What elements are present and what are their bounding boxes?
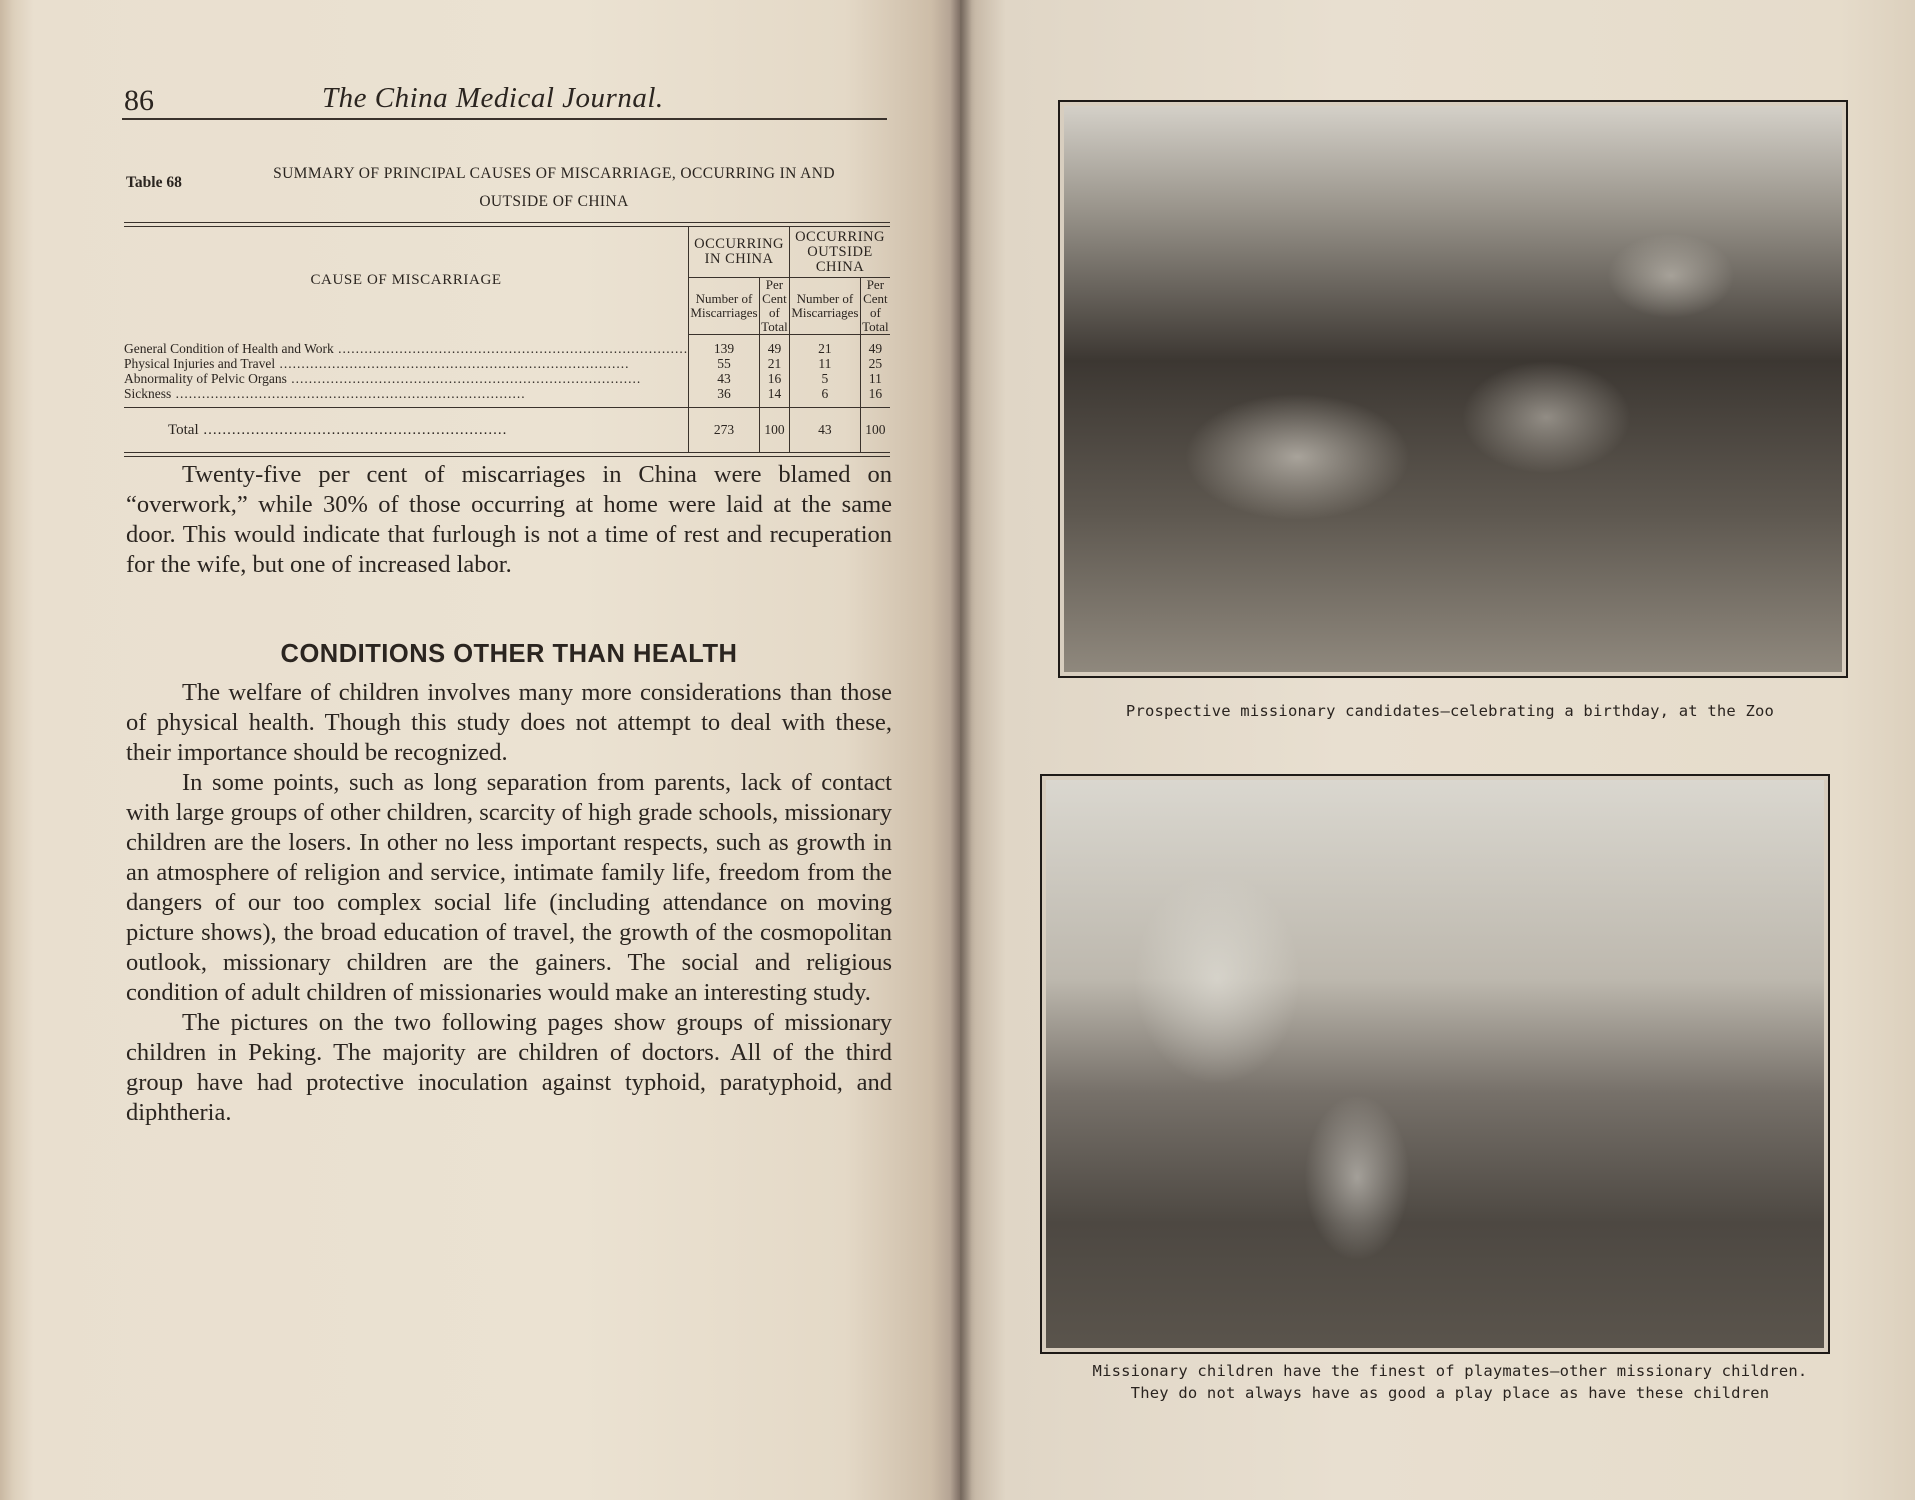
table-cell: 5 bbox=[821, 371, 829, 386]
table-title-line-1: SUMMARY OF PRINCIPAL CAUSES OF MISCARRIAGE, OCCURRING IN AND bbox=[273, 165, 835, 182]
cause-label: Abnormality of Pelvic Organs ..... bbox=[124, 371, 688, 386]
paragraph-group bbox=[126, 678, 892, 1128]
table-cell: 21 bbox=[767, 356, 782, 371]
caption-zoo: Prospective missionary candidates—celebrating a birthday, at the Zoo bbox=[1125, 702, 1775, 720]
header-occurring-outside-china: OCCURRING OUTSIDE CHINA bbox=[790, 227, 890, 278]
paragraph-pictures: The pictures on the two following pages show groups of missionary children in Peking. The majority are children of doctors. All of the third group have had protective inoculation against typhoid, paratyphoid, and diphtheria. bbox=[126, 1009, 892, 1126]
book-gutter bbox=[950, 0, 972, 1500]
table-cell: 16 bbox=[868, 386, 883, 401]
paragraph-overwork bbox=[126, 460, 892, 580]
cause-label: Sickness ..... bbox=[124, 386, 688, 401]
outside-number-column bbox=[790, 335, 861, 408]
header-china-number: Number of Miscarriages bbox=[689, 278, 760, 335]
total-china-percent: 100 bbox=[759, 408, 789, 453]
photo-zoo-birthday bbox=[1058, 100, 1848, 678]
right-page bbox=[960, 0, 1915, 1500]
section-heading: CONDITIONS OTHER THAN HEALTH bbox=[280, 640, 738, 668]
header-china-percent: Per Cent of Total bbox=[761, 277, 788, 334]
caption-playmates-line-2: They do not always have as good a play place as have these children bbox=[1130, 1384, 1770, 1402]
table-cell: 55 bbox=[717, 356, 731, 371]
photo-playmates bbox=[1040, 774, 1830, 1354]
paragraph-text: Twenty-five per cent of miscarriages in China were blamed on “overwork,” while 30% of those occurring at home were laid at the same door. This would indicate that furlough is not a time of rest and recuperation for the wife, but one of increased labor. bbox=[126, 461, 892, 578]
table-cell: 14 bbox=[767, 386, 782, 401]
total-outside-number: 43 bbox=[790, 408, 861, 453]
table-data-rows bbox=[124, 335, 890, 408]
table-cell: 11 bbox=[868, 371, 882, 386]
header-occurring-in-china: OCCURRING IN CHINA bbox=[689, 227, 790, 278]
cause-label: General Condition of Health and Work ..... bbox=[124, 341, 688, 356]
miscarriage-table bbox=[124, 222, 890, 457]
table-total-row bbox=[124, 408, 890, 453]
photograph-children-on-steps bbox=[1064, 106, 1842, 672]
table-bottom-rule bbox=[124, 452, 890, 457]
table-cell: 49 bbox=[868, 341, 883, 356]
total-china-number: 273 bbox=[689, 408, 760, 453]
total-label: Total ..... bbox=[124, 408, 689, 453]
cause-label: Physical Injuries and Travel ..... bbox=[124, 356, 688, 371]
page-header bbox=[122, 82, 887, 120]
china-number-column bbox=[689, 335, 760, 408]
table-cell: 25 bbox=[868, 356, 883, 371]
table-cell: 43 bbox=[717, 371, 731, 386]
table-number: Table 68 bbox=[126, 174, 182, 191]
table-title bbox=[244, 160, 864, 216]
header-cause: CAUSE OF MISCARRIAGE bbox=[124, 227, 689, 335]
header-outside-percent: Per Cent of Total bbox=[862, 277, 889, 334]
table-cell: 6 bbox=[821, 386, 829, 401]
table-cell: 49 bbox=[767, 341, 782, 356]
table-cell: 16 bbox=[767, 371, 782, 386]
header-outside-number: Number of Miscarriages bbox=[790, 278, 861, 335]
table-cell: 11 bbox=[818, 356, 832, 371]
photograph-children-in-yard bbox=[1046, 780, 1824, 1348]
china-percent-column bbox=[759, 335, 789, 408]
table-cell: 36 bbox=[717, 386, 731, 401]
paragraph-points: In some points, such as long separation from parents, lack of contact with large groups of other children, scarcity of high grade schools, missionary children are the losers. In other no less important respects, such as growth in an atmosphere of religion and service, intimate family life, freedom from the dangers of our too complex social life (including attendance on moving picture shows), the broad education of travel, the growth of the cosmopolitan outlook, missionary children are the gainers. The social and religious condition of adult children of missionaries would make an interesting study. bbox=[126, 769, 892, 1006]
running-title: The China Medical Journal. bbox=[322, 82, 664, 114]
causes-column bbox=[124, 335, 689, 408]
table-cell: 139 bbox=[713, 341, 735, 356]
outside-percent-column bbox=[860, 335, 890, 408]
table-title-line-2: OUTSIDE OF CHINA bbox=[479, 193, 629, 210]
table-cell: 21 bbox=[818, 341, 832, 356]
caption-playmates bbox=[1000, 1360, 1900, 1404]
paragraph-welfare: The welfare of children involves many more considerations than those of physical health. Though this study does not attempt to deal with these, their importance should be recognized. bbox=[126, 679, 892, 766]
caption-playmates-line-1: Missionary children have the finest of playmates—other missionary children. bbox=[1092, 1362, 1808, 1380]
total-outside-percent: 100 bbox=[865, 422, 886, 437]
page-number: 86 bbox=[124, 84, 154, 117]
